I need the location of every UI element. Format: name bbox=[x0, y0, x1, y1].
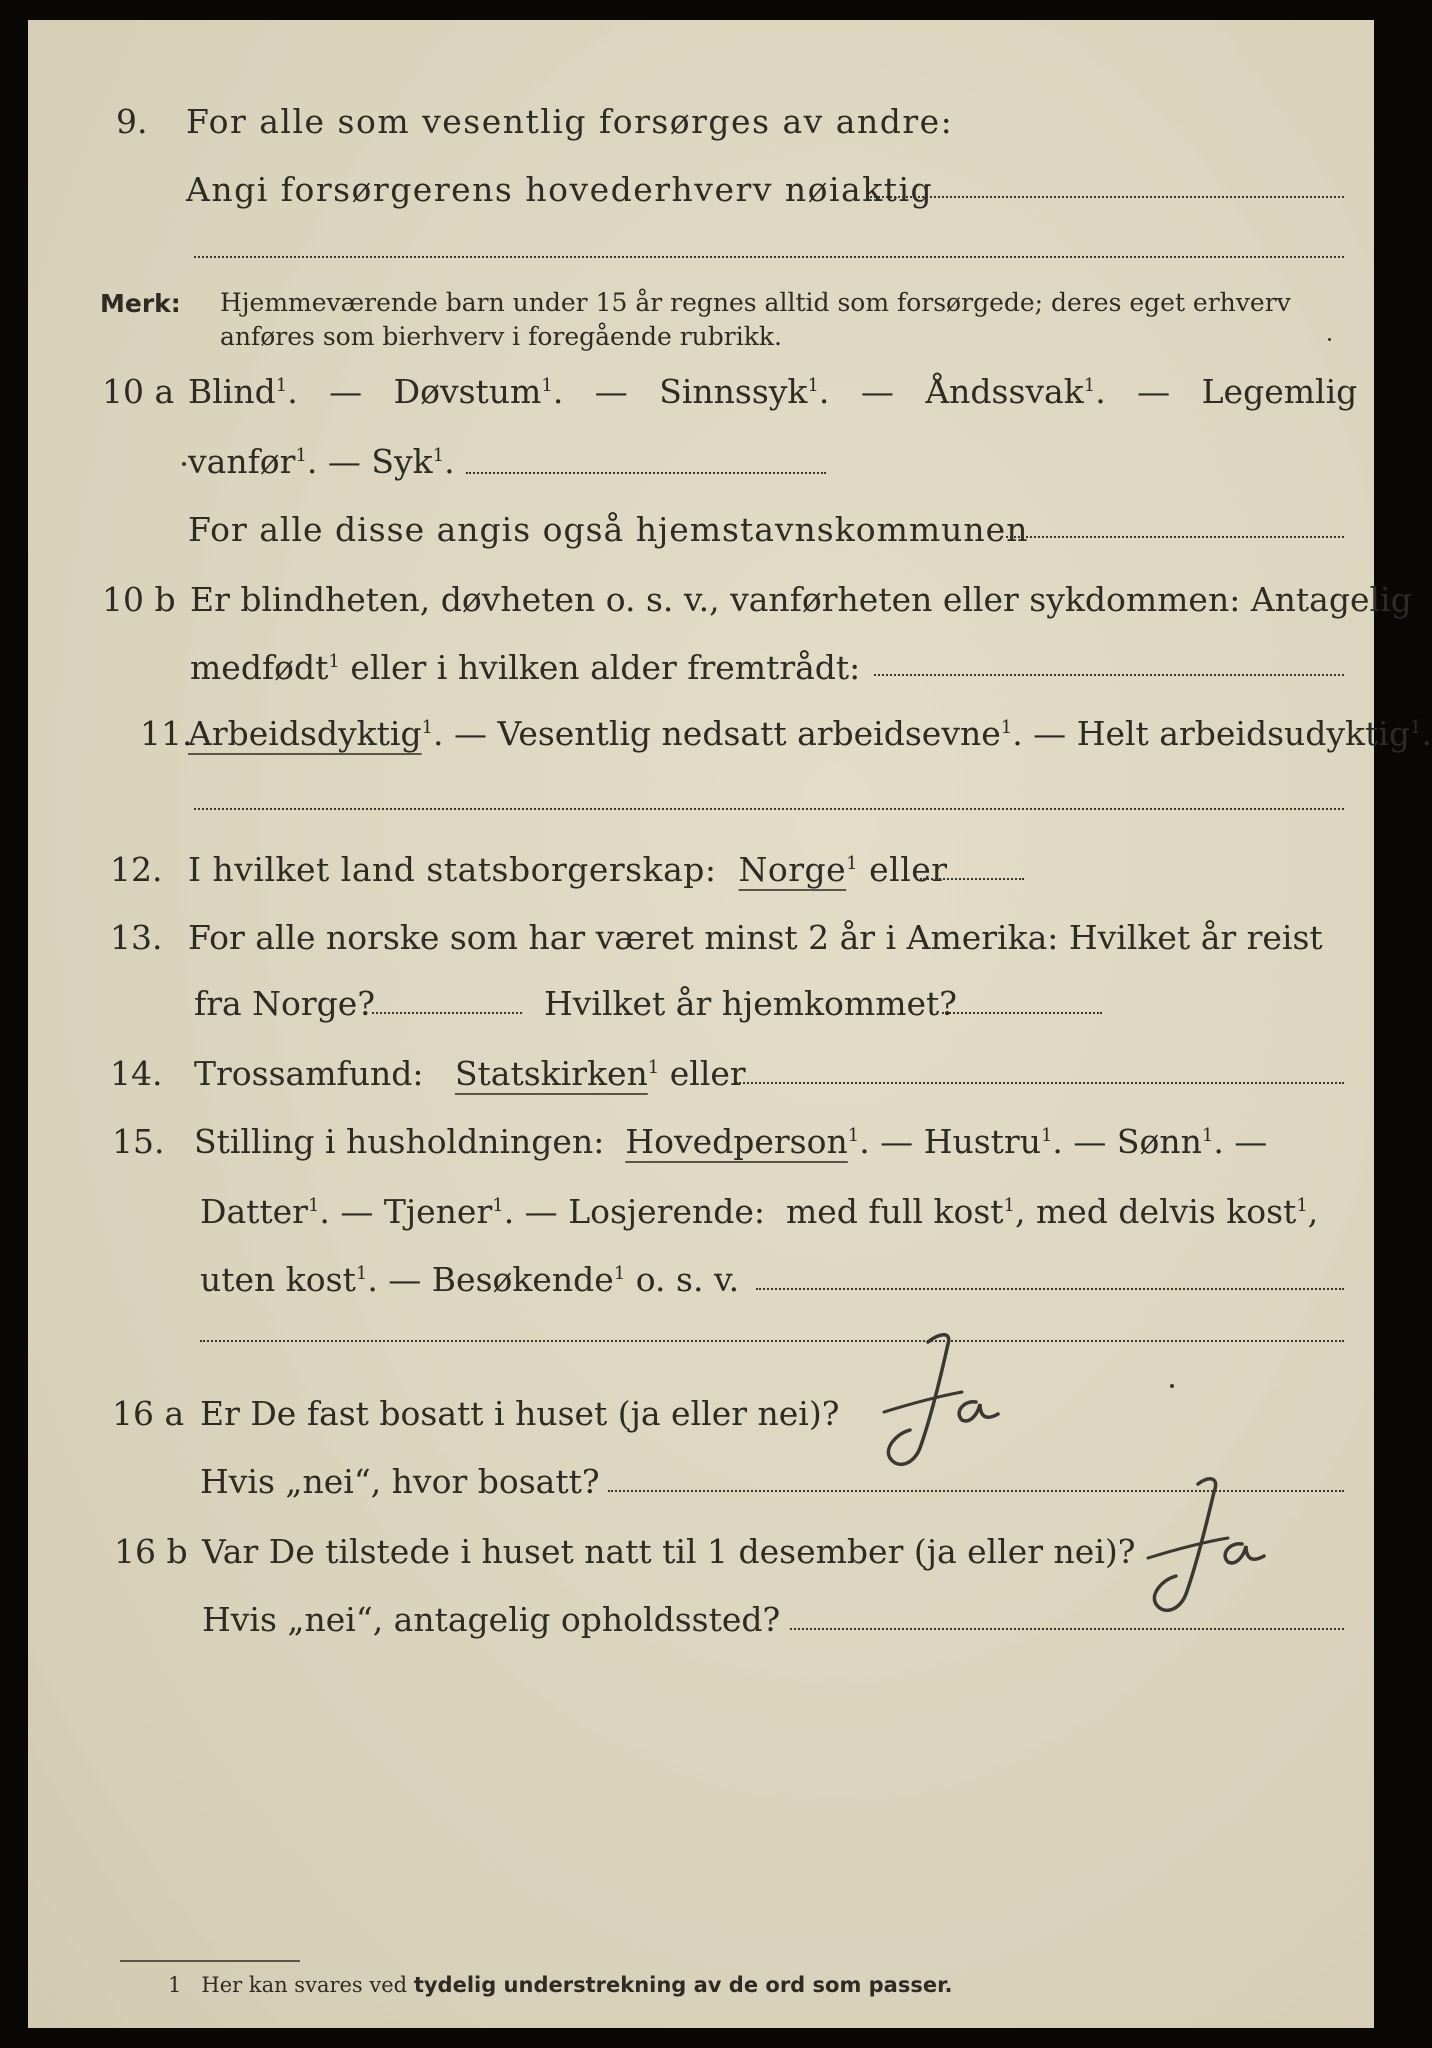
q15-line3: uten kost$^1$. — Besøkende$^1$ o. s. v. bbox=[200, 1260, 740, 1299]
q10a-line2: vanfør$^1$. — Syk$^1$. bbox=[188, 442, 455, 481]
option-sinnssyk[interactable]: Sinnssyk bbox=[659, 372, 808, 411]
q11-line1: Arbeidsdyktig$^1$. — Vesentlig nedsatt arbeidsevne$^1$. — Helt arbeidsudyktig$^1$. bbox=[188, 714, 1432, 753]
q9-answer-line-2[interactable] bbox=[194, 256, 1344, 258]
q16a-line1: Er De fast bosatt i huset (ja eller nei)? bbox=[200, 1394, 840, 1433]
option-tjener[interactable]: Tjener bbox=[383, 1192, 493, 1231]
merk-line2: anføres som bierhverv i foregående rubrikk. bbox=[220, 322, 782, 351]
footnote-rule bbox=[120, 1960, 300, 1962]
q10b-number: 10 b bbox=[102, 580, 176, 619]
q13-number: 13. bbox=[110, 918, 163, 957]
q16a-handwritten-answer[interactable] bbox=[880, 1330, 1040, 1484]
q16b-ja-script bbox=[1148, 1474, 1288, 1624]
paper-speck bbox=[182, 462, 186, 466]
q15-losjerende: Losjerende: bbox=[568, 1192, 765, 1231]
paper-speck bbox=[1170, 1384, 1174, 1388]
q10b-answer-line[interactable] bbox=[874, 674, 1344, 676]
option-arbeidsdyktig[interactable]: Arbeidsdyktig bbox=[188, 714, 422, 753]
option-datter[interactable]: Datter bbox=[200, 1192, 308, 1231]
q15-answer-line[interactable] bbox=[756, 1288, 1344, 1290]
q11-answer-line[interactable] bbox=[194, 808, 1344, 810]
q13-hjemkommet-line[interactable] bbox=[942, 1012, 1102, 1014]
option-blind[interactable]: Blind bbox=[188, 372, 276, 411]
q14-number: 14. bbox=[110, 1054, 163, 1093]
q10a-answer-line[interactable] bbox=[466, 472, 826, 474]
q16a-line2: Hvis „nei“, hvor bosatt? bbox=[200, 1462, 600, 1501]
option-syk[interactable]: Syk bbox=[371, 442, 433, 481]
paper-speck bbox=[1328, 338, 1331, 341]
option-legemlig[interactable]: Legemlig bbox=[1201, 372, 1358, 411]
q16b-handwritten-answer[interactable] bbox=[1148, 1474, 1288, 1628]
q13-line2a: fra Norge? bbox=[194, 984, 376, 1023]
option-norge[interactable]: Norge bbox=[738, 850, 847, 889]
q11-number: 11. bbox=[140, 714, 193, 753]
q10b-line1: Er blindheten, døvheten o. s. v., vanførheten eller sykdommen: Antagelig bbox=[190, 580, 1412, 619]
option-hustru[interactable]: Hustru bbox=[923, 1122, 1041, 1161]
option-sonn[interactable]: Sønn bbox=[1116, 1122, 1202, 1161]
q10a-line1: Blind$^1$. — Døvstum$^1$. — Sinnssyk$^1$. — Åndssvak$^1$. — Legemlig bbox=[188, 372, 1358, 411]
footnote bbox=[168, 1972, 952, 1998]
census-form-page bbox=[28, 20, 1432, 2028]
q10a-hjemstavn-line[interactable] bbox=[1006, 536, 1344, 538]
q16b-number: 16 b bbox=[114, 1532, 188, 1571]
option-uten-kost[interactable]: uten kost bbox=[200, 1260, 356, 1299]
q13-line1: For alle norske som har været minst 2 år i Amerika: Hvilket år reist bbox=[188, 918, 1323, 957]
q15-answer-line-2[interactable] bbox=[200, 1340, 1344, 1342]
q15-prefix: Stilling i husholdningen: bbox=[194, 1122, 605, 1161]
option-besokende[interactable]: Besøkende bbox=[431, 1260, 614, 1299]
q12-suffix: eller bbox=[869, 850, 948, 889]
q12-prefix: I hvilket land statsborgerskap: bbox=[188, 850, 717, 889]
merk-label: Merk: bbox=[100, 289, 181, 318]
q12-number: 12. bbox=[110, 850, 163, 889]
q9-line1: For alle som vesentlig forsørges av andre: bbox=[186, 102, 954, 141]
option-andssvak[interactable]: Åndssvak bbox=[925, 372, 1084, 411]
q10b-line2: medfødt$^1$ eller i hvilken alder fremtrådt: bbox=[190, 648, 861, 687]
option-hovedperson[interactable]: Hovedperson bbox=[625, 1122, 848, 1161]
q13-line2b: Hvilket år hjemkommet? bbox=[544, 984, 957, 1023]
q14-prefix: Trossamfund: bbox=[194, 1054, 424, 1093]
footnote-bold: tydelig understrekning av de ord som passer. bbox=[413, 1973, 953, 1997]
q12-answer-line[interactable] bbox=[920, 878, 1024, 880]
option-medfodt[interactable]: medfødt bbox=[190, 648, 329, 687]
footnote-mark: 1 bbox=[168, 1973, 182, 1997]
option-delvis-kost[interactable]: med delvis kost bbox=[1035, 1192, 1297, 1231]
q16a-ja-script bbox=[880, 1330, 1040, 1480]
option-dovstum[interactable]: Døvstum bbox=[393, 372, 542, 411]
option-nedsatt[interactable]: Vesentlig nedsatt arbeidsevne bbox=[497, 714, 1001, 753]
q10a-line3: For alle disse angis også hjemstavnskommunen bbox=[188, 510, 1029, 549]
q9-answer-line[interactable] bbox=[866, 196, 1344, 198]
merk-line1: Hjemmeværende barn under 15 år regnes alltid som forsørgede; deres eget erhverv bbox=[220, 288, 1291, 317]
q9-number: 9. bbox=[116, 102, 148, 141]
q10b-line2-text: eller i hvilken alder fremtrådt: bbox=[350, 648, 861, 687]
q15-line2: Datter$^1$. — Tjener$^1$. — Losjerende: med full kost$^1$, med delvis kost$^1$, bbox=[200, 1192, 1319, 1231]
q10a-number: 10 a bbox=[102, 372, 175, 411]
q13-reist-line[interactable] bbox=[372, 1012, 522, 1014]
q15-number: 15. bbox=[112, 1122, 165, 1161]
q16b-answer-line[interactable] bbox=[790, 1628, 1344, 1630]
q14-answer-line[interactable] bbox=[736, 1082, 1344, 1084]
option-full-kost[interactable]: med full kost bbox=[785, 1192, 1004, 1231]
option-udyktig[interactable]: Helt arbeidsudyktig bbox=[1076, 714, 1410, 753]
option-statskirken[interactable]: Statskirken bbox=[454, 1054, 648, 1093]
q16b-line2: Hvis „nei“, antagelig opholdssted? bbox=[202, 1600, 781, 1639]
q14-line: Trossamfund: Statskirken$^1$ eller bbox=[194, 1054, 746, 1093]
footnote-plain: Her kan svares ved bbox=[201, 1973, 408, 1997]
q14-suffix: eller bbox=[669, 1054, 746, 1093]
q16a-number: 16 a bbox=[112, 1394, 185, 1433]
option-vanfor[interactable]: vanfør bbox=[188, 442, 296, 481]
q9-line2: Angi forsørgerens hovederhverv nøiaktig bbox=[186, 170, 934, 209]
q16b-line1: Var De tilstede i huset natt til 1 desember (ja eller nei)? bbox=[202, 1532, 1136, 1571]
q15-osv: o. s. v. bbox=[635, 1260, 740, 1299]
q12-line: I hvilket land statsborgerskap: Norge$^1$ eller bbox=[188, 850, 948, 889]
q15-line1: Stilling i husholdningen: Hovedperson$^1$. — Hustru$^1$. — Sønn$^1$. — bbox=[194, 1122, 1268, 1161]
